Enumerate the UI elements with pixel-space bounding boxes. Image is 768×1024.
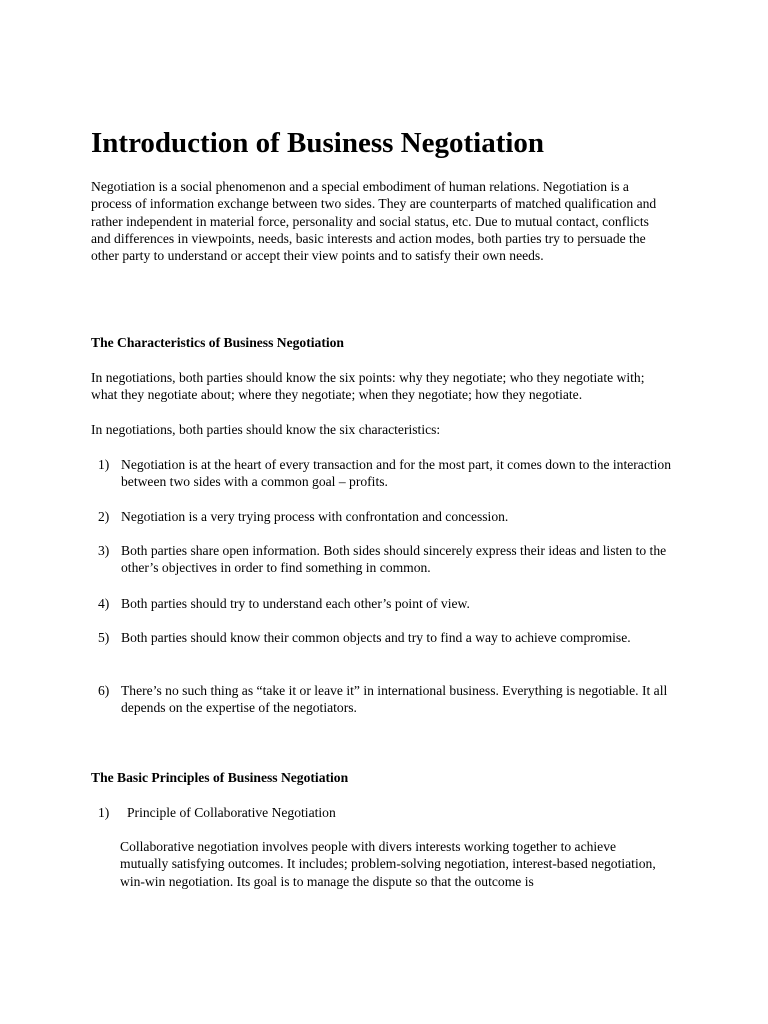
list-item-text: Principle of Collaborative Negotiation bbox=[127, 805, 336, 820]
intro-paragraph: Negotiation is a social phenomenon and a special embodiment of human relations. Negotiation is a process of information exchange between two sides. They are counterparts of matched qualification and rather independent in material force, personality and social status, etc. Due to mutual contact, conflicts and differences in viewpoints, needs, basic interests and action modes, both parties try to persuade the other party to understand or accept their view points and to satisfy their own needs. bbox=[91, 179, 657, 264]
document-title: Introduction of Business Negotiation bbox=[91, 127, 545, 159]
characteristics-heading: The Characteristics of Business Negotiation bbox=[91, 335, 344, 350]
list-item-number: 3) bbox=[98, 543, 110, 558]
principles-heading: The Basic Principles of Business Negotiation bbox=[91, 770, 349, 785]
list-item-number: 1) bbox=[98, 457, 110, 472]
list-item-text: Both parties should know their common objects and try to find a way to achieve compromise. bbox=[121, 630, 631, 645]
list-item-number: 5) bbox=[98, 630, 110, 645]
list-item-text: Negotiation is at the heart of every transaction and for the most part, it comes down to the interaction between two sides with a common goal – profits. bbox=[121, 457, 672, 490]
list-item-text: Both parties share open information. Both sides should sincerely express their ideas and listen to the other’s objectives in order to find something in common. bbox=[121, 543, 667, 576]
list-item-text: Negotiation is a very trying process with confrontation and concession. bbox=[121, 509, 509, 524]
list-item-text: Both parties should try to understand each other’s point of view. bbox=[121, 596, 470, 611]
list-item-number: 2) bbox=[98, 509, 110, 524]
six-characteristics-paragraph: In negotiations, both parties should know the six characteristics: bbox=[91, 422, 441, 437]
list-item-text: There’s no such thing as “take it or leave it” in international business. Everything is negotiable. It all depends on the expertise of the negotiators. bbox=[121, 683, 668, 716]
list-item-number: 6) bbox=[98, 683, 110, 698]
six-points-paragraph: In negotiations, both parties should know the six points: why they negotiate; who they negotiate with; what they negotiate about; where they negotiate; when they negotiate; how they negotiate. bbox=[91, 370, 645, 403]
list-item-number: 1) bbox=[98, 805, 110, 820]
list-item-number: 4) bbox=[98, 596, 110, 611]
collaborative-negotiation-paragraph: Collaborative negotiation involves people with divers interests working together to achieve mutually satisfying outcomes. It includes; problem-solving negotiation, interest-based negotiation, win-win negotiation. Its goal is to manage the dispute so that the outcome is bbox=[120, 839, 656, 889]
